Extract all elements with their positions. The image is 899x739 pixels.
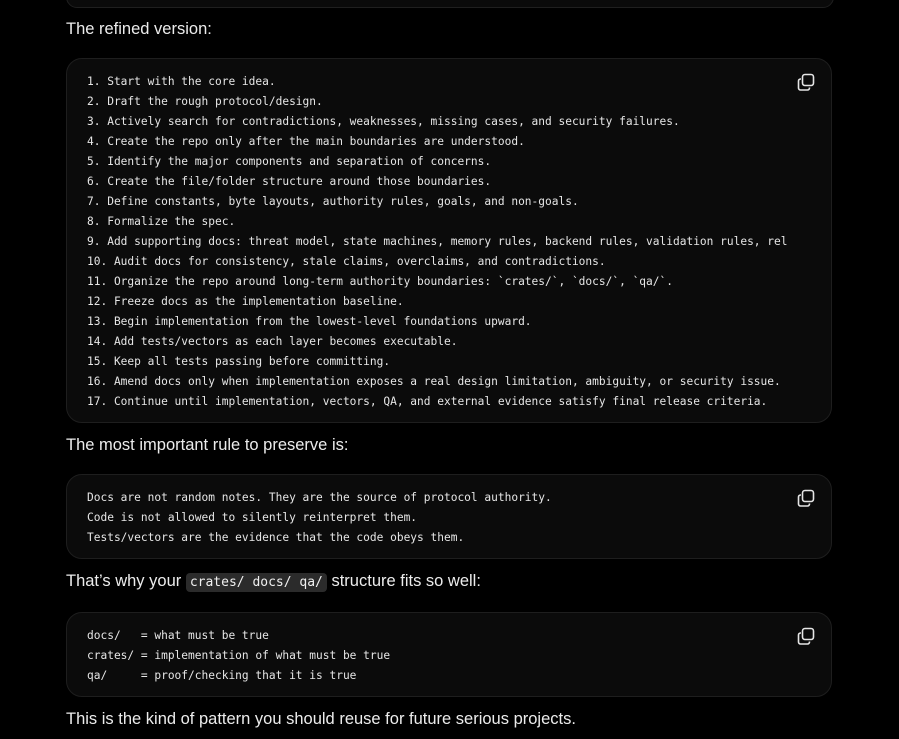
code-line: 10. Audit docs for consistency, stale claims, overclaims, and contradictions. — [87, 255, 606, 268]
code-line: 15. Keep all tests passing before committing. — [87, 355, 391, 368]
code-line: 14. Add tests/vectors as each layer becomes executable. — [87, 335, 458, 348]
code-line: crates/ = implementation of what must be true — [87, 649, 391, 662]
code-block-structure — [66, 612, 832, 697]
code-line: 7. Define constants, byte layouts, authority rules, goals, and non-goals. — [87, 195, 579, 208]
code-line: 17. Continue until implementation, vectors, QA, and external evidence satisfy final release criteria. — [87, 395, 768, 408]
code-line: docs/ = what must be true — [87, 629, 269, 642]
structure-paragraph — [66, 570, 481, 594]
copy-code-button[interactable] — [795, 487, 817, 509]
code-block-refined-steps — [66, 58, 832, 423]
copy-code-button[interactable] — [795, 71, 817, 93]
code-line: Tests/vectors are the evidence that the code obeys them. — [87, 531, 465, 544]
refined-version-paragraph: The refined version: — [66, 20, 212, 38]
copy-icon — [797, 627, 815, 645]
code-line: 3. Actively search for contradictions, weaknesses, missing cases, and security failures. — [87, 115, 680, 128]
code-line: 12. Freeze docs as the implementation baseline. — [87, 295, 404, 308]
structure-text-after: structure fits so well: — [326, 572, 481, 590]
code-line: 11. Organize the repo around long-term authority boundaries: `crates/`, `docs/`, `qa/`. — [87, 275, 673, 288]
code-line: 4. Create the repo only after the main boundaries are understood. — [87, 135, 525, 148]
copy-icon — [797, 73, 815, 91]
previous-code-block-fragment — [66, 0, 834, 8]
code-line: 6. Create the file/folder structure around those boundaries. — [87, 175, 492, 188]
structure-text-before: That’s why your — [66, 572, 186, 590]
copy-code-button[interactable] — [795, 625, 817, 647]
code-line: Docs are not random notes. They are the source of protocol authority. — [87, 491, 552, 504]
inline-code-structure: crates/ docs/ qa/ — [186, 573, 327, 592]
code-line: 9. Add supporting docs: threat model, state machines, memory rules, backend rules, validation rules, rel — [87, 235, 788, 248]
code-line: 16. Amend docs only when implementation exposes a real design limitation, ambiguity, or security issue. — [87, 375, 781, 388]
code-line: Code is not allowed to silently reinterpret them. — [87, 511, 418, 524]
code-lines — [87, 626, 791, 686]
code-line: 13. Begin implementation from the lowest-level foundations upward. — [87, 315, 532, 328]
closing-paragraph: This is the kind of pattern you should reuse for future serious projects. — [66, 710, 576, 728]
code-block-important-rule — [66, 474, 832, 559]
code-line: 1. Start with the core idea. — [87, 75, 276, 88]
code-lines — [87, 72, 791, 412]
code-line: qa/ = proof/checking that it is true — [87, 669, 357, 682]
important-rule-paragraph: The most important rule to preserve is: — [66, 436, 349, 454]
code-line: 2. Draft the rough protocol/design. — [87, 95, 323, 108]
code-lines — [87, 488, 791, 548]
code-line: 5. Identify the major components and separation of concerns. — [87, 155, 492, 168]
copy-icon — [797, 489, 815, 507]
code-line: 8. Formalize the spec. — [87, 215, 236, 228]
